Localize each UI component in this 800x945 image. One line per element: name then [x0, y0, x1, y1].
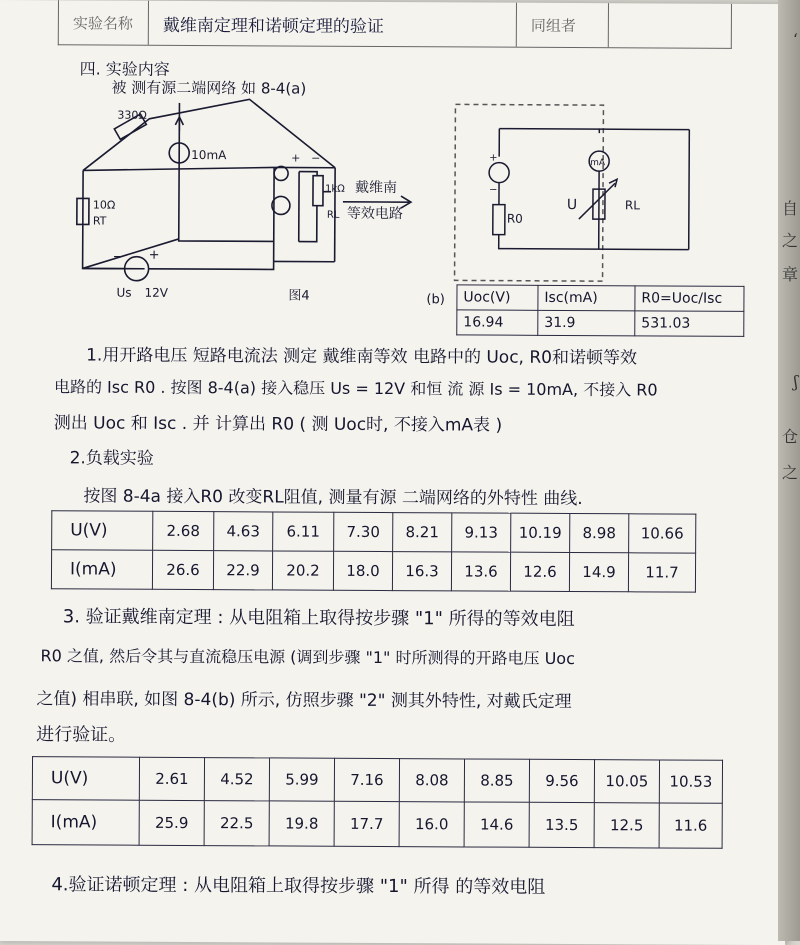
result-value-uoc: 16.94 — [457, 310, 538, 335]
edge-char: 之 — [781, 231, 798, 250]
svg-text:−: − — [112, 249, 124, 265]
table-cell: 9.13 — [452, 513, 511, 552]
table-cell: 8.98 — [570, 513, 629, 552]
circuit-a-caption: 被 测有源二端网络 如 8-4(a) — [111, 78, 307, 98]
svg-text:+: + — [148, 247, 160, 263]
result-header-r0: R0=Uoc/Isc — [635, 286, 744, 312]
verification-data-table-2 — [32, 756, 723, 849]
svg-text:−: − — [488, 184, 498, 196]
table-cell: 25.9 — [139, 800, 204, 845]
table-cell: 20.2 — [272, 551, 333, 590]
header-row — [58, 0, 732, 49]
table-cell: 8.85 — [464, 759, 529, 802]
table2-i-label: I(mA) — [32, 800, 139, 846]
label-rl-b: RL — [624, 198, 641, 213]
label-us-value: 12V — [144, 285, 168, 300]
para3-line1: 3. 验证戴维南定理 : 从电阻箱上取得按步骤 "1" 所得的等效电阻 — [62, 606, 575, 631]
figure-label: 图4 — [288, 288, 310, 304]
label-r0: R0 — [506, 211, 523, 226]
load-data-table-1 — [51, 510, 696, 592]
para4-line1: 4.验证诺顿定理 : 从电阻箱上取得按步骤 "1" 所得 的等效电阻 — [51, 874, 546, 898]
para1-line3: 测出 Uoc 和 Isc . 并 计算出 R0 ( 测 Uoc时, 不接入mA表 ) — [53, 413, 503, 436]
group-label: 同组者 — [517, 3, 609, 47]
table-cell: 17.7 — [334, 801, 399, 846]
para2-title: 2.负载实验 — [69, 448, 154, 469]
table-cell: 22.9 — [213, 551, 272, 590]
edge-char: 自 — [781, 199, 798, 218]
table-cell: 13.6 — [451, 552, 510, 591]
label-r2: 10Ω — [92, 198, 116, 212]
circuit-diagram-b — [448, 98, 699, 289]
label-u: U — [566, 196, 578, 214]
table-cell: 2.61 — [139, 757, 204, 800]
edge-char: ʻ — [792, 30, 798, 49]
circuit-diagram-a — [58, 90, 429, 312]
table-cell: 6.11 — [273, 512, 334, 551]
label-ma-b: mA — [590, 158, 606, 169]
edge-char: 章 — [781, 265, 798, 284]
table-cell: 13.5 — [529, 802, 594, 847]
para3-line3: 之值) 相串联, 如图 8-4(b) 所示, 仿照步骤 "2" 测其外特性, 对戴氏定理 — [36, 689, 572, 713]
svg-text:−: − — [311, 151, 321, 165]
table-cell: 19.8 — [269, 801, 334, 846]
table-row — [32, 757, 722, 804]
table-cell: 10.53 — [659, 760, 722, 803]
label-us: Us — [116, 285, 132, 300]
section-title: 四. 实验内容 — [79, 59, 170, 79]
table-cell: 4.63 — [214, 512, 273, 551]
result-value-r0: 531.03 — [635, 311, 744, 337]
table-cell: 26.6 — [152, 550, 213, 589]
table-cell: 5.99 — [269, 758, 334, 801]
table-row — [51, 550, 695, 592]
label-r1: 330Ω — [117, 108, 147, 122]
circuit-b-label: (b) — [426, 292, 445, 308]
table-cell: 10.05 — [594, 760, 659, 803]
table-cell: 11.6 — [659, 803, 722, 848]
table-cell: 9.56 — [529, 759, 594, 802]
edge-char: 仓 — [781, 427, 798, 446]
result-table — [456, 284, 744, 337]
table-cell: 10.66 — [629, 514, 696, 553]
svg-text:+: + — [489, 152, 498, 164]
para3-line2: R0 之值, 然后令其与直流稳压电源 (调到步骤 "1" 时所测得的开路电压 Uoc — [40, 646, 575, 669]
table2-u-label: U(V) — [32, 757, 139, 801]
table-row — [32, 800, 722, 849]
table1-i-label: I(mA) — [51, 550, 152, 590]
table-row — [52, 511, 696, 553]
table-cell: 8.21 — [393, 513, 452, 552]
label-rl-k: 1kΩ — [324, 183, 345, 195]
table-cell: 2.68 — [153, 511, 214, 550]
result-header-uoc: Uoc(V) — [457, 285, 538, 310]
table-cell: 11.7 — [628, 553, 695, 592]
result-value-isc: 31.9 — [538, 310, 635, 336]
experiment-name-label: 实验名称 — [59, 0, 149, 44]
table1-u-label: U(V) — [52, 511, 153, 551]
table-cell: 8.08 — [399, 759, 464, 802]
table-cell: 4.52 — [204, 758, 269, 801]
edge-char: ʃ — [793, 372, 798, 391]
table-cell: 12.5 — [594, 803, 659, 848]
table-cell: 14.9 — [569, 552, 628, 591]
experiment-name: 戴维南定理和诺顿定理的验证 — [149, 1, 517, 47]
label-rl: RL — [326, 209, 340, 221]
table-cell: 7.30 — [334, 512, 393, 551]
result-header-isc: Isc(mA) — [538, 285, 635, 311]
para1-line1: 1.用开路电压 短路电流法 测定 戴维南等效 电路中的 Uoc, R0和诺顿等效 — [86, 345, 638, 369]
table-cell: 16.3 — [392, 552, 451, 591]
edge-char: 之 — [781, 463, 798, 482]
adjacent-page-edge — [778, 0, 800, 941]
table-cell: 10.19 — [511, 513, 570, 552]
label-ma-source: 10mA — [191, 148, 227, 163]
label-rt: RT — [92, 214, 107, 228]
para3-line4: 进行验证。 — [36, 724, 127, 746]
table-cell: 12.6 — [510, 552, 569, 591]
table-cell: 22.5 — [204, 801, 269, 846]
para2-line1: 按图 8-4a 接入R0 改变RL阻值, 测量有源 二端网络的外特性 曲线. — [83, 486, 583, 510]
table-cell: 7.16 — [334, 758, 399, 801]
table-cell: 16.0 — [399, 802, 464, 847]
table-cell: 14.6 — [464, 802, 529, 847]
para1-line2: 电路的 Isc R0 . 按图 8-4(a) 接入稳压 Us = 12V 和恒 流 源 Is = 10mA, 不接入 R0 — [53, 377, 658, 400]
table-cell: 18.0 — [333, 551, 392, 590]
group-value — [609, 3, 731, 48]
svg-text:+: + — [291, 151, 301, 165]
arrow-text-2: 等效电路 — [346, 205, 403, 223]
arrow-text-1: 戴维南 — [354, 179, 398, 197]
